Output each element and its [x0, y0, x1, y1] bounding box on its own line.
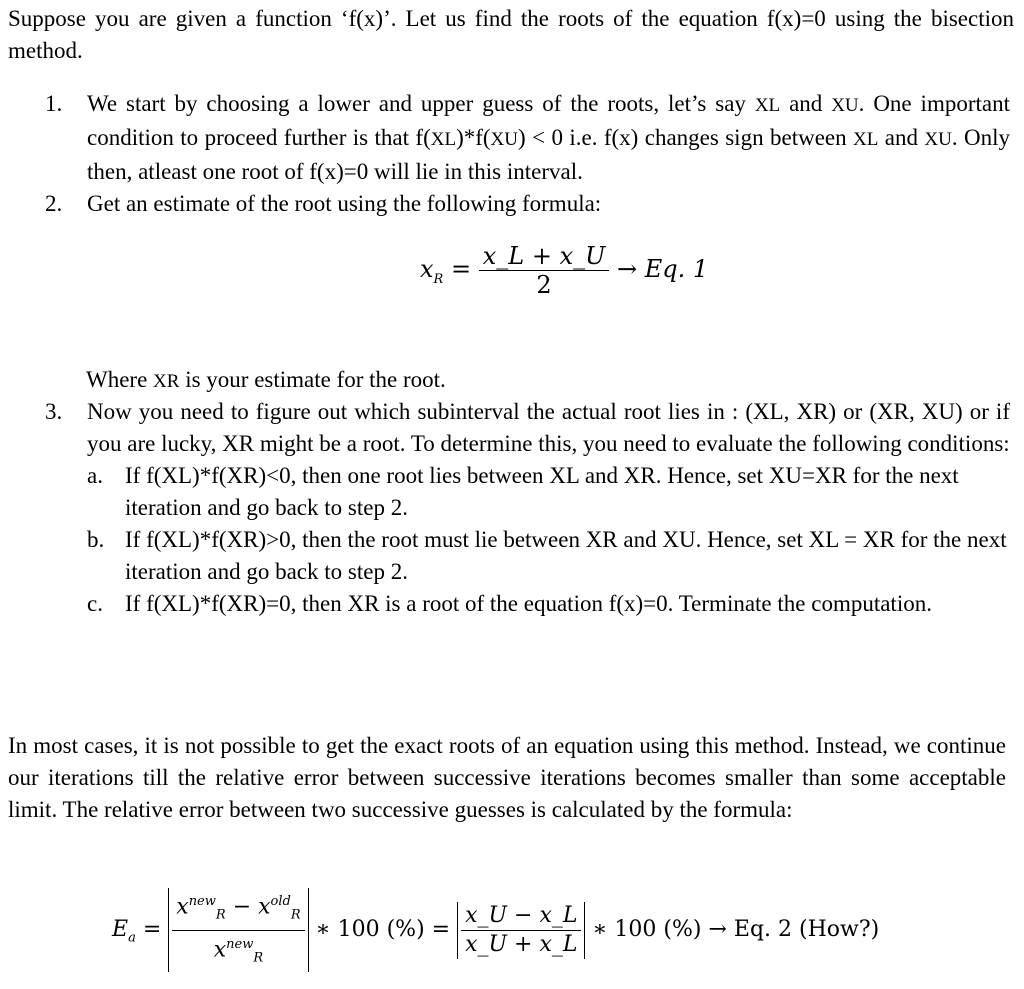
x-symbol: x — [258, 894, 271, 920]
eq1-lhs: x — [420, 255, 434, 283]
step-number: 2. — [45, 191, 63, 216]
eq2-abs-2 — [457, 902, 585, 959]
step-3-block — [45, 396, 1010, 620]
x-symbol: x — [213, 937, 227, 963]
sub-step-b — [87, 524, 1010, 588]
eq2-times-1: ∗ 100 (%) = — [315, 917, 451, 943]
sub-step-label: c. — [87, 591, 103, 616]
eq2-lhs-sub: a — [128, 930, 136, 946]
eq2-frac2-denominator: x_U + x_L — [465, 931, 578, 957]
step-1-text-d: )*f( — [456, 125, 491, 150]
step-2-text: Get an estimate of the root using the following formula: — [87, 191, 602, 216]
intro-paragraph: Suppose you are given a function ‘f(x)’. Let us find the roots of the equation f(x)=0 using the bisection method. — [8, 6, 1014, 63]
where-line — [86, 364, 446, 398]
sub-step-label: a. — [87, 463, 103, 488]
sub-step-a — [87, 460, 1010, 524]
step-1-text-a: We start by choosing a lower and upper guess of the roots, let’s say — [87, 91, 755, 116]
eq1-numerator: x_L + x_U — [479, 242, 610, 271]
eq2-times-2: ∗ 100 (%) → Eq. 2 (How?) — [592, 917, 880, 943]
sup-new: new — [226, 936, 254, 952]
relative-error-paragraph: In most cases, it is not possible to get the exact roots of an equation using this method. Instead, we continue our iterations till the relative error between successive iterations becomes smaller than some acceptable limit. The relative error between two successive guesses is calculated by the formula: — [8, 733, 1006, 822]
sub-step-text: If f(XL)*f(XR)=0, then XR is a root of the equation f(x)=0. Terminate the computation. — [125, 591, 932, 616]
where-text-a: Where — [86, 367, 154, 392]
eq1-tag: → Eq. 1 — [616, 255, 709, 283]
step-number: 1. — [45, 91, 63, 116]
step-1-text-b: and — [780, 91, 832, 116]
xr-symbol: XR — [153, 371, 180, 392]
sup-old: old — [270, 894, 291, 909]
step-1-text-c: . One important condition to proceed further is that f( — [87, 91, 1010, 150]
equation-2 — [112, 888, 879, 972]
step-3-text: Now you need to figure out which subinterval the actual root lies in : (XL, XR) or (XR, XU) or if you are lucky, XR might be a root. To determine this, you need to evaluate the following conditions: — [87, 399, 1010, 456]
xl-symbol: XL — [754, 95, 781, 116]
xu-symbol: XU — [831, 95, 859, 116]
xu-symbol: XU — [924, 129, 952, 150]
minus-sign: − — [232, 894, 252, 920]
eq2-fraction-1 — [172, 888, 304, 972]
eq1-denominator: 2 — [536, 271, 552, 299]
x-symbol: x — [176, 894, 189, 920]
xu-symbol: XU — [490, 129, 518, 150]
equation-1 — [420, 242, 708, 299]
eq1-equals: = — [450, 255, 472, 283]
xl-symbol: XL — [430, 129, 457, 150]
sub-r: R — [215, 907, 226, 923]
eq1-lhs-sub: R — [433, 271, 444, 287]
step-list — [45, 88, 1010, 220]
step-2 — [45, 188, 1010, 220]
step-1-text-e: ) < 0 i.e. f(x) changes sign between — [518, 125, 854, 150]
eq2-lhs: E — [112, 917, 129, 943]
sub-step-c — [87, 588, 1010, 620]
xl-symbol: XL — [853, 129, 879, 150]
eq2-abs-1 — [168, 888, 308, 972]
sub-r: R — [253, 950, 264, 966]
eq2-fraction-2 — [461, 902, 581, 959]
eq2-equals: = — [142, 917, 162, 943]
sub-r: R — [290, 907, 301, 923]
sub-step-text: If f(XL)*f(XR)>0, then the root must lie between XR and XU. Hence, set XL = XR for the next iteration and go back to step 2. — [125, 527, 1007, 584]
step-1-text-g: . Only then, atleast one root of f(x)=0 will lie in this interval. — [87, 125, 1011, 184]
sub-step-label: b. — [87, 527, 105, 552]
step-1 — [45, 88, 1010, 188]
eq1-fraction — [479, 242, 610, 299]
sub-step-text: If f(XL)*f(XR)<0, then one root lies between XL and XR. Hence, set XU=XR for the next iteration and go back to step 2. — [125, 463, 959, 520]
eq2-frac1-numerator — [172, 888, 304, 931]
step-number: 3. — [45, 399, 63, 424]
eq2-frac1-denominator — [172, 931, 304, 973]
where-text-b: is your estimate for the root. — [179, 367, 446, 392]
sup-new: new — [188, 894, 216, 909]
step-3 — [45, 396, 1010, 460]
step-1-text-f: and — [878, 125, 925, 150]
eq2-frac2-numerator: x_U − x_L — [461, 902, 581, 931]
